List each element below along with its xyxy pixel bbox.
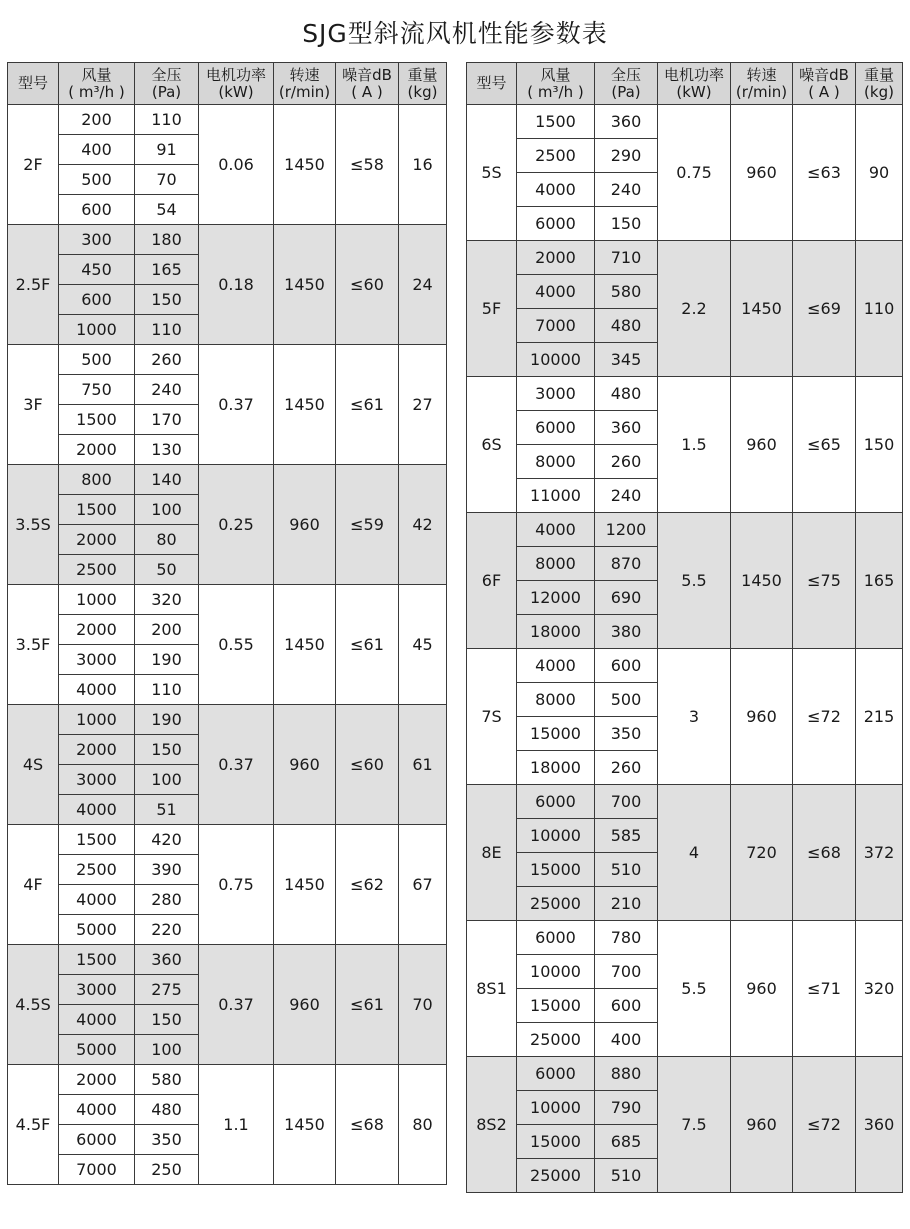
flow-cell: 1500 [59, 945, 135, 975]
pressure-cell: 350 [595, 717, 658, 751]
noise-cell: ≤58 [336, 105, 399, 225]
weight-cell: 320 [856, 921, 903, 1057]
speed-cell: 960 [731, 649, 793, 785]
table-row [467, 649, 903, 683]
pressure-cell: 180 [135, 225, 199, 255]
flow-cell: 500 [59, 345, 135, 375]
flow-cell: 2000 [59, 435, 135, 465]
pressure-cell: 360 [135, 945, 199, 975]
weight-cell: 24 [399, 225, 447, 345]
page-title: SJG型斜流风机性能参数表 [302, 19, 608, 48]
flow-cell: 200 [59, 105, 135, 135]
flow-cell: 15000 [517, 717, 595, 751]
pressure-cell: 580 [595, 275, 658, 309]
table-row [8, 105, 447, 135]
flow-cell: 18000 [517, 751, 595, 785]
noise-cell: ≤61 [336, 945, 399, 1065]
table-row [8, 345, 447, 375]
pressure-cell: 360 [595, 105, 658, 139]
pressure-cell: 200 [135, 615, 199, 645]
flow-cell: 12000 [517, 581, 595, 615]
model-cell: 2.5F [8, 225, 59, 345]
pressure-cell: 710 [595, 241, 658, 275]
header-speed: 转速 (r/min) [274, 63, 336, 105]
flow-cell: 750 [59, 375, 135, 405]
flow-cell: 25000 [517, 887, 595, 921]
model-cell: 8E [467, 785, 517, 921]
speed-cell: 720 [731, 785, 793, 921]
speed-cell: 1450 [731, 513, 793, 649]
flow-cell: 6000 [517, 207, 595, 241]
pressure-cell: 130 [135, 435, 199, 465]
pressure-cell: 150 [135, 285, 199, 315]
weight-cell: 372 [856, 785, 903, 921]
flow-cell: 15000 [517, 853, 595, 887]
model-cell: 7S [467, 649, 517, 785]
table-row [467, 1057, 903, 1091]
pressure-cell: 250 [135, 1155, 199, 1185]
speed-cell: 960 [274, 465, 336, 585]
pressure-cell: 480 [595, 377, 658, 411]
flow-cell: 4000 [59, 1095, 135, 1125]
pressure-cell: 700 [595, 955, 658, 989]
flow-cell: 6000 [59, 1125, 135, 1155]
pressure-cell: 420 [135, 825, 199, 855]
flow-cell: 6000 [517, 921, 595, 955]
flow-cell: 10000 [517, 343, 595, 377]
weight-cell: 215 [856, 649, 903, 785]
pressure-cell: 165 [135, 255, 199, 285]
pressure-cell: 350 [135, 1125, 199, 1155]
speed-cell: 1450 [274, 345, 336, 465]
pressure-cell: 580 [135, 1065, 199, 1095]
power-cell: 0.37 [199, 945, 274, 1065]
flow-cell: 1500 [59, 495, 135, 525]
pressure-cell: 240 [595, 479, 658, 513]
table-row [8, 825, 447, 855]
speed-cell: 960 [731, 921, 793, 1057]
flow-cell: 5000 [59, 915, 135, 945]
noise-cell: ≤61 [336, 345, 399, 465]
weight-cell: 61 [399, 705, 447, 825]
header-power: 电机功率 (kW) [658, 63, 731, 105]
header-weight: 重量 (kg) [399, 63, 447, 105]
noise-cell: ≤72 [793, 1057, 856, 1193]
model-cell: 4F [8, 825, 59, 945]
speed-cell: 1450 [274, 585, 336, 705]
pressure-cell: 110 [135, 675, 199, 705]
noise-cell: ≤61 [336, 585, 399, 705]
noise-cell: ≤59 [336, 465, 399, 585]
pressure-cell: 690 [595, 581, 658, 615]
speed-cell: 1450 [274, 105, 336, 225]
flow-cell: 1500 [59, 825, 135, 855]
flow-cell: 2000 [59, 735, 135, 765]
table-row [467, 921, 903, 955]
pressure-cell: 54 [135, 195, 199, 225]
header-pressure: 全压 (Pa) [135, 63, 199, 105]
pressure-cell: 140 [135, 465, 199, 495]
spec-table-left [7, 62, 447, 1185]
table-row [467, 241, 903, 275]
flow-cell: 600 [59, 195, 135, 225]
pressure-cell: 870 [595, 547, 658, 581]
pressure-cell: 110 [135, 105, 199, 135]
flow-cell: 6000 [517, 1057, 595, 1091]
flow-cell: 10000 [517, 955, 595, 989]
flow-cell: 10000 [517, 819, 595, 853]
power-cell: 0.18 [199, 225, 274, 345]
pressure-cell: 320 [135, 585, 199, 615]
pressure-cell: 100 [135, 765, 199, 795]
pressure-cell: 220 [135, 915, 199, 945]
speed-cell: 1450 [274, 1065, 336, 1185]
table-row [467, 513, 903, 547]
model-cell: 6F [467, 513, 517, 649]
pressure-cell: 170 [135, 405, 199, 435]
pressure-cell: 1200 [595, 513, 658, 547]
power-cell: 1.5 [658, 377, 731, 513]
flow-cell: 2500 [59, 855, 135, 885]
flow-cell: 3000 [517, 377, 595, 411]
flow-cell: 450 [59, 255, 135, 285]
pressure-cell: 190 [135, 645, 199, 675]
pressure-cell: 190 [135, 705, 199, 735]
table-row [8, 225, 447, 255]
weight-cell: 42 [399, 465, 447, 585]
flow-cell: 6000 [517, 411, 595, 445]
flow-cell: 1000 [59, 315, 135, 345]
weight-cell: 150 [856, 377, 903, 513]
speed-cell: 960 [731, 377, 793, 513]
flow-cell: 2000 [59, 1065, 135, 1095]
weight-cell: 67 [399, 825, 447, 945]
power-cell: 0.37 [199, 705, 274, 825]
model-cell: 5S [467, 105, 517, 241]
pressure-cell: 91 [135, 135, 199, 165]
flow-cell: 4000 [59, 795, 135, 825]
pressure-cell: 260 [135, 345, 199, 375]
noise-cell: ≤75 [793, 513, 856, 649]
power-cell: 0.25 [199, 465, 274, 585]
model-cell: 3F [8, 345, 59, 465]
pressure-cell: 260 [595, 445, 658, 479]
flow-cell: 4000 [59, 675, 135, 705]
noise-cell: ≤68 [336, 1065, 399, 1185]
pressure-cell: 780 [595, 921, 658, 955]
speed-cell: 960 [274, 705, 336, 825]
speed-cell: 1450 [731, 241, 793, 377]
noise-cell: ≤69 [793, 241, 856, 377]
header-noise: 噪音dB ( A ) [793, 63, 856, 105]
noise-cell: ≤71 [793, 921, 856, 1057]
table-row [8, 705, 447, 735]
pressure-cell: 150 [135, 1005, 199, 1035]
model-cell: 4.5F [8, 1065, 59, 1185]
flow-cell: 7000 [59, 1155, 135, 1185]
flow-cell: 8000 [517, 683, 595, 717]
pressure-cell: 260 [595, 751, 658, 785]
spec-table-right [466, 62, 903, 1193]
model-cell: 3.5S [8, 465, 59, 585]
pressure-cell: 150 [595, 207, 658, 241]
noise-cell: ≤60 [336, 705, 399, 825]
noise-cell: ≤60 [336, 225, 399, 345]
flow-cell: 15000 [517, 989, 595, 1023]
weight-cell: 80 [399, 1065, 447, 1185]
table-row [8, 1065, 447, 1095]
noise-cell: ≤72 [793, 649, 856, 785]
pressure-cell: 210 [595, 887, 658, 921]
header-pressure: 全压 (Pa) [595, 63, 658, 105]
pressure-cell: 70 [135, 165, 199, 195]
table-header-row [467, 63, 903, 105]
pressure-cell: 790 [595, 1091, 658, 1125]
pressure-cell: 51 [135, 795, 199, 825]
power-cell: 0.37 [199, 345, 274, 465]
power-cell: 0.75 [658, 105, 731, 241]
noise-cell: ≤63 [793, 105, 856, 241]
pressure-cell: 290 [595, 139, 658, 173]
pressure-cell: 480 [595, 309, 658, 343]
power-cell: 3 [658, 649, 731, 785]
flow-cell: 4000 [59, 885, 135, 915]
flow-cell: 2000 [517, 241, 595, 275]
weight-cell: 70 [399, 945, 447, 1065]
flow-cell: 6000 [517, 785, 595, 819]
header-flow: 风量 ( m³/h ) [59, 63, 135, 105]
pressure-cell: 80 [135, 525, 199, 555]
flow-cell: 300 [59, 225, 135, 255]
pressure-cell: 480 [135, 1095, 199, 1125]
header-power: 电机功率 (kW) [199, 63, 274, 105]
flow-cell: 1500 [517, 105, 595, 139]
header-weight: 重量 (kg) [856, 63, 903, 105]
pressure-cell: 380 [595, 615, 658, 649]
pressure-cell: 510 [595, 853, 658, 887]
flow-cell: 4000 [517, 649, 595, 683]
flow-cell: 3000 [59, 975, 135, 1005]
speed-cell: 960 [731, 1057, 793, 1193]
header-speed: 转速 (r/min) [731, 63, 793, 105]
pressure-cell: 500 [595, 683, 658, 717]
flow-cell: 2000 [59, 615, 135, 645]
pressure-cell: 280 [135, 885, 199, 915]
model-cell: 6S [467, 377, 517, 513]
flow-cell: 500 [59, 165, 135, 195]
flow-cell: 3000 [59, 645, 135, 675]
pressure-cell: 275 [135, 975, 199, 1005]
flow-cell: 8000 [517, 445, 595, 479]
power-cell: 5.5 [658, 513, 731, 649]
power-cell: 0.55 [199, 585, 274, 705]
weight-cell: 165 [856, 513, 903, 649]
model-cell: 8S2 [467, 1057, 517, 1193]
flow-cell: 15000 [517, 1125, 595, 1159]
pressure-cell: 880 [595, 1057, 658, 1091]
power-cell: 0.75 [199, 825, 274, 945]
flow-cell: 4000 [59, 1005, 135, 1035]
flow-cell: 4000 [517, 513, 595, 547]
flow-cell: 5000 [59, 1035, 135, 1065]
pressure-cell: 100 [135, 495, 199, 525]
power-cell: 5.5 [658, 921, 731, 1057]
flow-cell: 4000 [517, 275, 595, 309]
header-model: 型号 [467, 63, 517, 105]
flow-cell: 3000 [59, 765, 135, 795]
pressure-cell: 100 [135, 1035, 199, 1065]
model-cell: 3.5F [8, 585, 59, 705]
flow-cell: 8000 [517, 547, 595, 581]
flow-cell: 25000 [517, 1159, 595, 1193]
table-row [467, 377, 903, 411]
flow-cell: 10000 [517, 1091, 595, 1125]
flow-cell: 2500 [59, 555, 135, 585]
flow-cell: 400 [59, 135, 135, 165]
flow-cell: 7000 [517, 309, 595, 343]
pressure-cell: 345 [595, 343, 658, 377]
flow-cell: 1000 [59, 705, 135, 735]
pressure-cell: 240 [595, 173, 658, 207]
table-header-row [8, 63, 447, 105]
flow-cell: 1500 [59, 405, 135, 435]
header-flow: 风量 ( m³/h ) [517, 63, 595, 105]
flow-cell: 600 [59, 285, 135, 315]
speed-cell: 960 [731, 105, 793, 241]
weight-cell: 27 [399, 345, 447, 465]
pressure-cell: 50 [135, 555, 199, 585]
flow-cell: 4000 [517, 173, 595, 207]
table-row [467, 105, 903, 139]
weight-cell: 110 [856, 241, 903, 377]
model-cell: 2F [8, 105, 59, 225]
pressure-cell: 600 [595, 989, 658, 1023]
weight-cell: 16 [399, 105, 447, 225]
speed-cell: 1450 [274, 825, 336, 945]
power-cell: 1.1 [199, 1065, 274, 1185]
table-row [8, 585, 447, 615]
table-row [8, 465, 447, 495]
pressure-cell: 510 [595, 1159, 658, 1193]
model-cell: 5F [467, 241, 517, 377]
header-model: 型号 [8, 63, 59, 105]
pressure-cell: 360 [595, 411, 658, 445]
flow-cell: 2500 [517, 139, 595, 173]
model-cell: 4.5S [8, 945, 59, 1065]
noise-cell: ≤68 [793, 785, 856, 921]
flow-cell: 25000 [517, 1023, 595, 1057]
power-cell: 0.06 [199, 105, 274, 225]
pressure-cell: 150 [135, 735, 199, 765]
weight-cell: 360 [856, 1057, 903, 1193]
pressure-cell: 700 [595, 785, 658, 819]
flow-cell: 18000 [517, 615, 595, 649]
pressure-cell: 585 [595, 819, 658, 853]
pressure-cell: 240 [135, 375, 199, 405]
pressure-cell: 600 [595, 649, 658, 683]
table-row [467, 785, 903, 819]
power-cell: 4 [658, 785, 731, 921]
model-cell: 4S [8, 705, 59, 825]
header-noise: 噪音dB ( A ) [336, 63, 399, 105]
speed-cell: 960 [274, 945, 336, 1065]
flow-cell: 11000 [517, 479, 595, 513]
flow-cell: 800 [59, 465, 135, 495]
pressure-cell: 110 [135, 315, 199, 345]
pressure-cell: 390 [135, 855, 199, 885]
power-cell: 7.5 [658, 1057, 731, 1193]
flow-cell: 1000 [59, 585, 135, 615]
noise-cell: ≤65 [793, 377, 856, 513]
table-row [8, 945, 447, 975]
pressure-cell: 685 [595, 1125, 658, 1159]
power-cell: 2.2 [658, 241, 731, 377]
flow-cell: 2000 [59, 525, 135, 555]
weight-cell: 90 [856, 105, 903, 241]
model-cell: 8S1 [467, 921, 517, 1057]
pressure-cell: 400 [595, 1023, 658, 1057]
weight-cell: 45 [399, 585, 447, 705]
noise-cell: ≤62 [336, 825, 399, 945]
speed-cell: 1450 [274, 225, 336, 345]
